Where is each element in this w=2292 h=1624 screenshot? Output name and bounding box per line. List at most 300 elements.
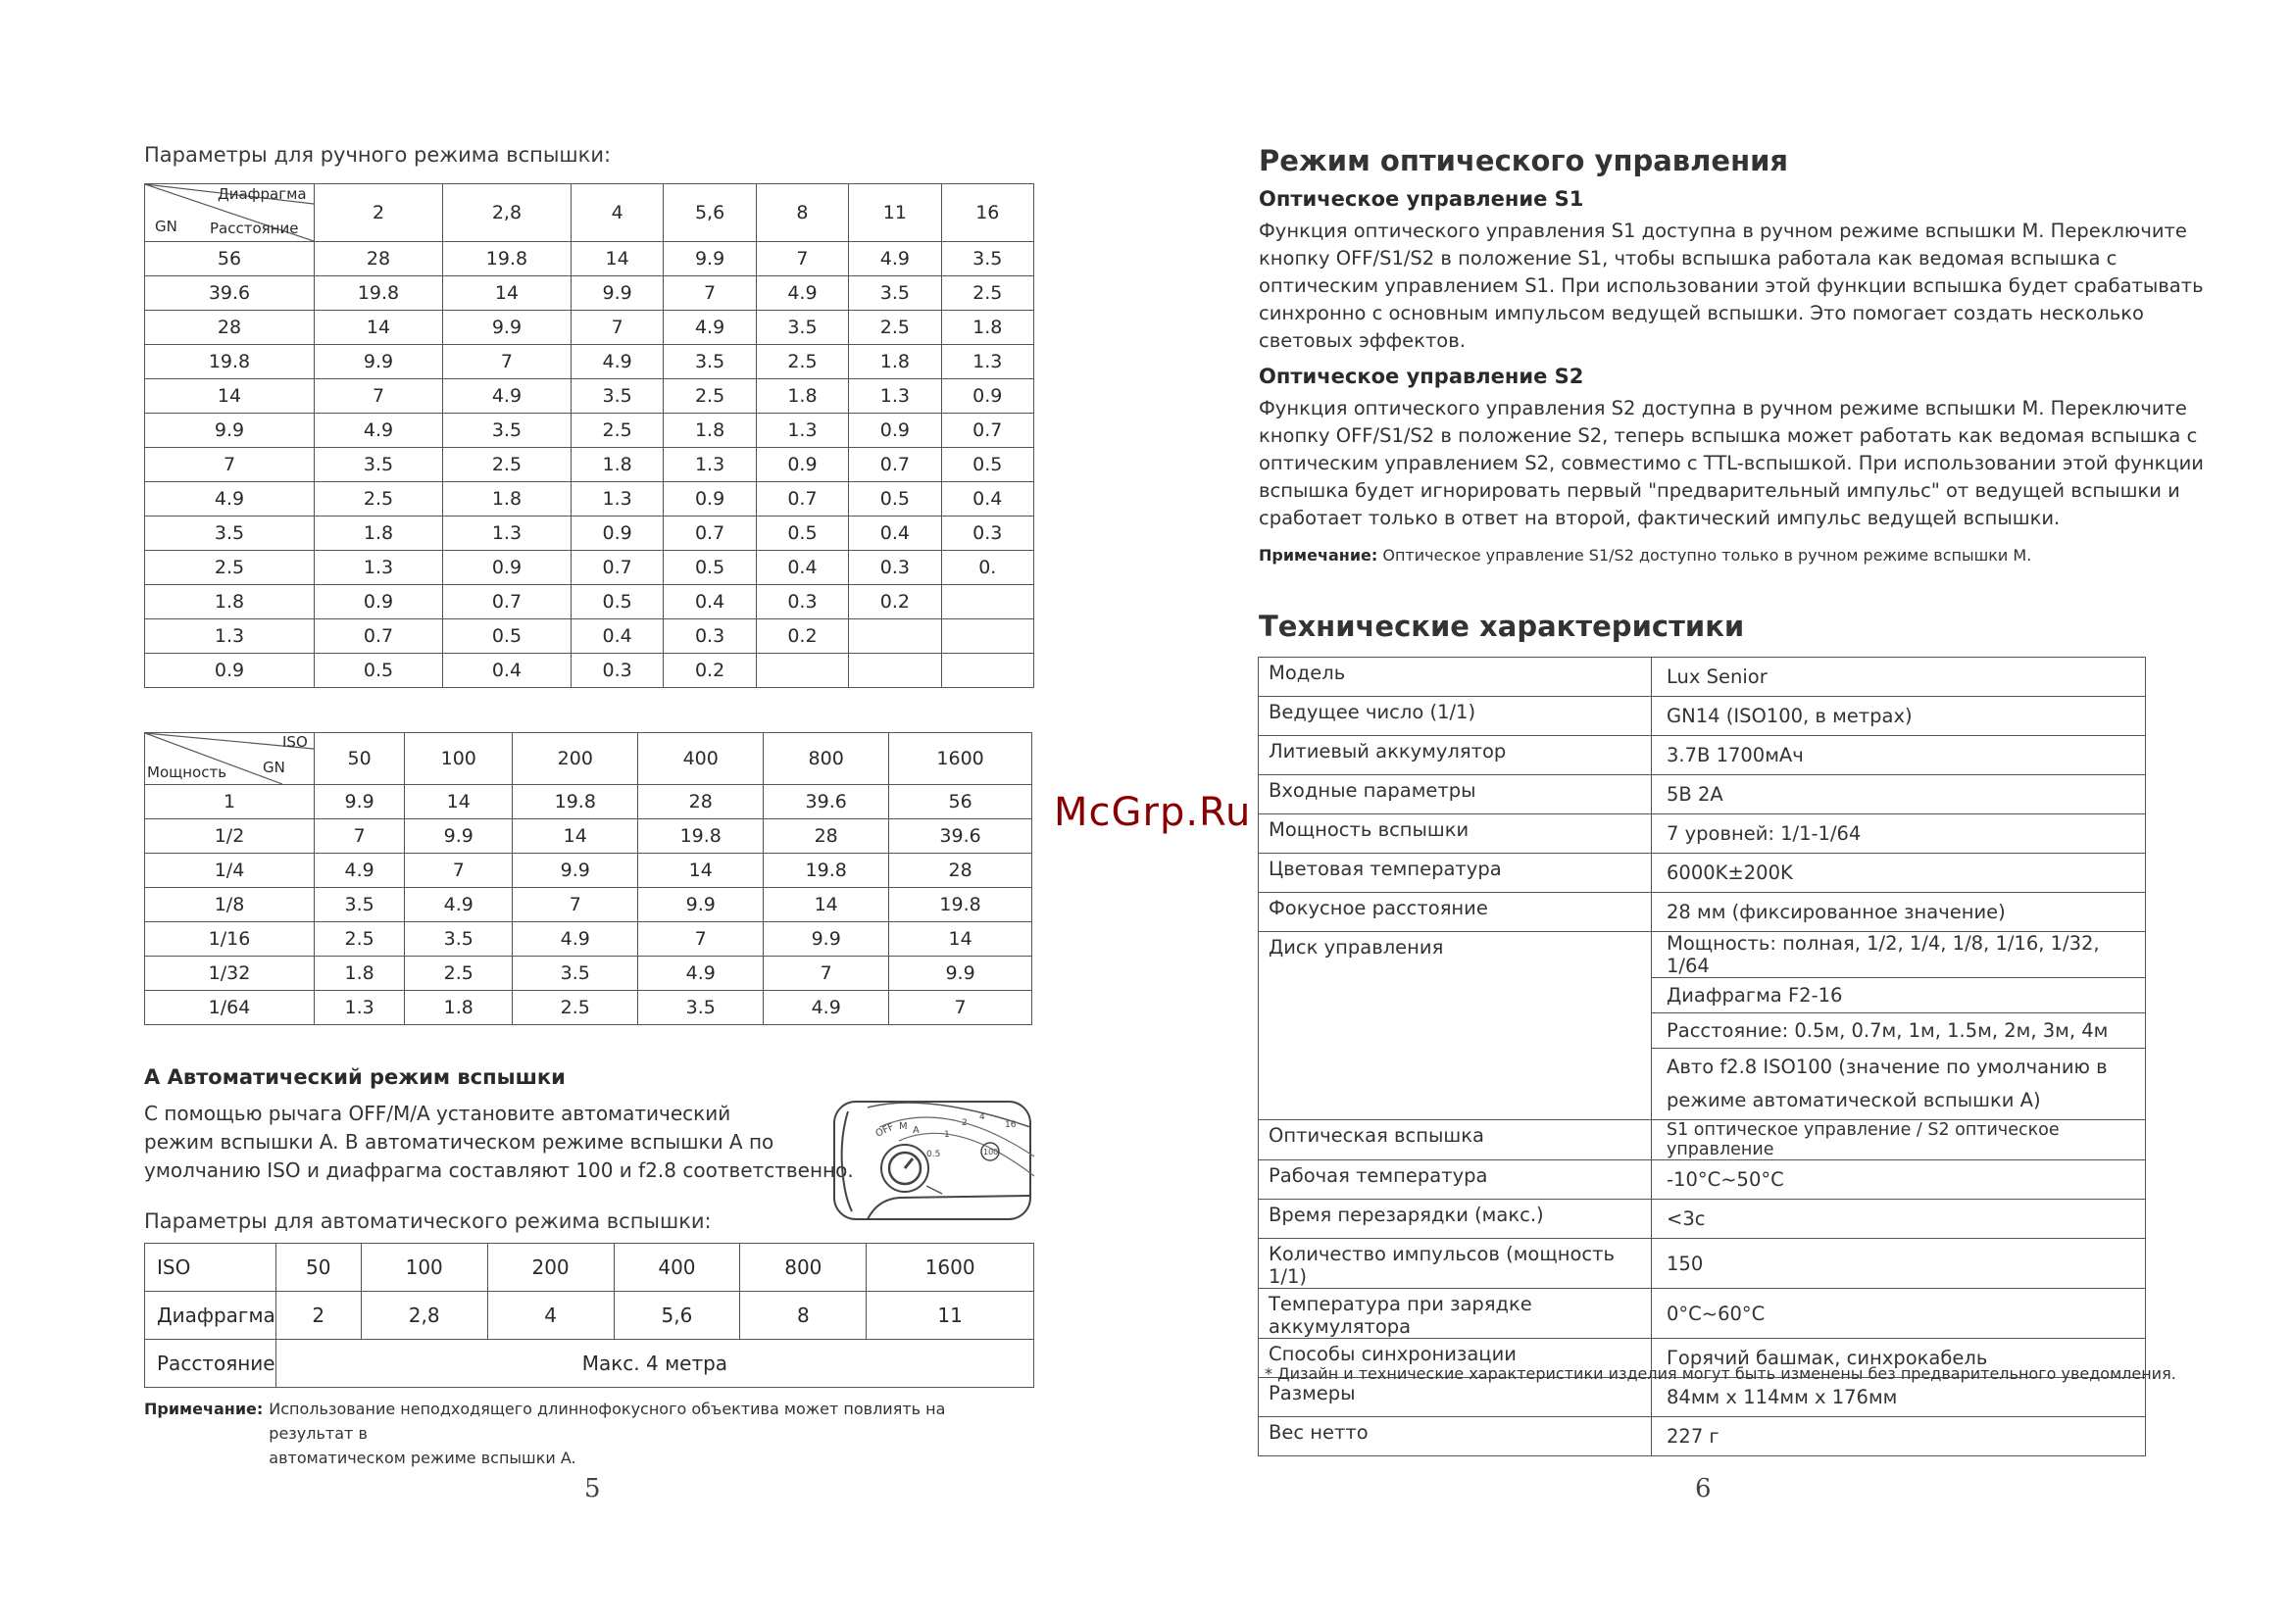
gn-table-cell: 4.9 xyxy=(315,414,443,448)
optical-control-title: Режим оптического управления xyxy=(1259,144,1789,177)
gn-table-cell: 14 xyxy=(315,311,443,345)
gn-table-cell: 0.5 xyxy=(849,482,941,517)
iso-table-row-label: 1/16 xyxy=(145,922,315,957)
gn-table-header-cell: 16 xyxy=(941,184,1033,242)
spec-row xyxy=(1259,893,2146,932)
auto-aperture-cell: 8 xyxy=(740,1292,867,1340)
gn-table-cell: 0.3 xyxy=(849,551,941,585)
auto-aperture-cell: 5,6 xyxy=(614,1292,740,1340)
gn-table-cell: 1.3 xyxy=(756,414,848,448)
spec-value: GN14 (ISO100, в метрах) xyxy=(1652,697,2146,736)
gn-table-cell: 19.8 xyxy=(315,276,443,311)
specs-title: Технические характеристики xyxy=(1259,610,1745,643)
control-dial-illustration xyxy=(828,1098,1036,1223)
spec-key: Время перезарядки (макс.) xyxy=(1259,1200,1652,1239)
auto-iso-cell: 100 xyxy=(361,1244,487,1292)
s1-text xyxy=(1259,218,2204,355)
spec-value: 227 г xyxy=(1652,1417,2146,1456)
spec-key: Рабочая температура xyxy=(1259,1160,1652,1200)
gn-table-cell: 0.9 xyxy=(315,585,443,619)
iso-table-row-label: 1/2 xyxy=(145,819,315,854)
spec-row xyxy=(1259,1417,2146,1456)
gn-table-row-label: 4.9 xyxy=(145,482,315,517)
gn-table-cell: 0.5 xyxy=(315,654,443,688)
gn-table-cell: 0.4 xyxy=(849,517,941,551)
s2-text xyxy=(1259,395,2204,532)
iso-table-corner-top: ISO xyxy=(282,733,308,751)
s1-line: оптическим управлением S1. При использовании этой функции вспышка будет срабатывать xyxy=(1259,274,2204,297)
gn-table-header-cell: 2 xyxy=(315,184,443,242)
gn-table-row xyxy=(145,448,1034,482)
spec-key: Оптическая вспышка xyxy=(1259,1120,1652,1160)
iso-table-row-label: 1/64 xyxy=(145,991,315,1025)
gn-table-cell: 1.3 xyxy=(849,379,941,414)
gn-table-corner-cell xyxy=(145,184,315,242)
auto-aperture-cell: 2,8 xyxy=(361,1292,487,1340)
right-note xyxy=(1259,543,2031,567)
gn-table-cell: 0.7 xyxy=(442,585,571,619)
iso-table-cell: 14 xyxy=(513,819,638,854)
auto-distance-row xyxy=(145,1340,1034,1388)
iso-table-header-cell: 800 xyxy=(764,733,889,785)
iso-table-header-cell: 400 xyxy=(638,733,764,785)
gn-table-cell: 1.8 xyxy=(756,379,848,414)
spec-key: Цветовая температура xyxy=(1259,854,1652,893)
spec-key: Литиевый аккумулятор xyxy=(1259,736,1652,775)
gn-table-cell: 0. xyxy=(941,551,1033,585)
gn-table-cell: 0.5 xyxy=(664,551,756,585)
page-number-right: 6 xyxy=(1695,1474,1712,1503)
gn-table-cell: 0.5 xyxy=(442,619,571,654)
gn-table-cell: 7 xyxy=(664,276,756,311)
spec-value: S1 оптическое управление / S2 оптическое управление xyxy=(1652,1120,2146,1160)
iso-table-cell: 28 xyxy=(764,819,889,854)
gn-table-cell: 0.5 xyxy=(571,585,663,619)
gn-table-cell: 19.8 xyxy=(442,242,571,276)
spec-value: 28 мм (фиксированное значение) xyxy=(1652,893,2146,932)
s1-line: Функция оптического управления S1 доступна в ручном режиме вспышки M. Переключите xyxy=(1259,220,2187,242)
iso-table-row xyxy=(145,957,1032,991)
spec-key: Количество импульсов (мощность 1/1) xyxy=(1259,1239,1652,1289)
auto-aperture-cell: 11 xyxy=(867,1292,1034,1340)
gn-table-cell: 4.9 xyxy=(849,242,941,276)
auto-aperture-cell: 2 xyxy=(275,1292,361,1340)
iso-table-row xyxy=(145,991,1032,1025)
auto-iso-row xyxy=(145,1244,1034,1292)
s2-line: сработает только в ответ на второй, фактический импульс ведущей вспышки. xyxy=(1259,507,2061,529)
auto-mode-text xyxy=(144,1100,854,1185)
iso-table-cell: 9.9 xyxy=(889,957,1032,991)
auto-aperture-label: Диафрагма xyxy=(145,1292,276,1340)
s1-line: кнопку OFF/S1/S2 в положение S1, чтобы вспышка работала как ведомая вспышка с xyxy=(1259,247,2118,270)
gn-table-row-label: 0.9 xyxy=(145,654,315,688)
gn-table-cell xyxy=(941,585,1033,619)
spec-value: 6000K±200K xyxy=(1652,854,2146,893)
specs-table xyxy=(1258,657,2146,1456)
iso-table-cell: 4.9 xyxy=(405,888,513,922)
iso-table-cell: 2.5 xyxy=(405,957,513,991)
dial-label-n5: 16 xyxy=(1005,1120,1017,1130)
spec-row xyxy=(1259,854,2146,893)
auto-iso-cell: 800 xyxy=(740,1244,867,1292)
iso-table-cell: 39.6 xyxy=(889,819,1032,854)
gn-table-cell: 14 xyxy=(571,242,663,276)
spec-value: Авто f2.8 ISO100 (значение по умолчанию в режиме автоматической вспышки A) xyxy=(1652,1049,2146,1120)
dial-label-n3: 2 xyxy=(962,1118,968,1128)
auto-mode-heading: A Автоматический режим вспышки xyxy=(144,1065,566,1089)
gn-table-cell: 4.9 xyxy=(442,379,571,414)
spec-row xyxy=(1259,1289,2146,1339)
dial-label-m: M xyxy=(899,1121,908,1132)
gn-table-cell: 7 xyxy=(756,242,848,276)
gn-table-cell: 14 xyxy=(442,276,571,311)
iso-table-cell: 1.8 xyxy=(315,957,405,991)
gn-table-cell: 7 xyxy=(442,345,571,379)
gn-table-row-label: 39.6 xyxy=(145,276,315,311)
gn-table-header-row xyxy=(145,184,1034,242)
spec-row xyxy=(1259,775,2146,814)
iso-table-row xyxy=(145,888,1032,922)
s2-line: вспышка будет игнорировать первый "предварительный импульс" от ведущей вспышки и xyxy=(1259,479,2180,502)
gn-table-header-cell: 8 xyxy=(756,184,848,242)
gn-table-cell: 1.8 xyxy=(941,311,1033,345)
gn-table-cell: 1.8 xyxy=(571,448,663,482)
gn-table-row-label: 28 xyxy=(145,311,315,345)
s1-title: Оптическое управление S1 xyxy=(1259,187,1584,211)
gn-table-cell: 0.7 xyxy=(849,448,941,482)
iso-table-cell: 9.9 xyxy=(513,854,638,888)
auto-mode-table xyxy=(144,1243,1034,1388)
gn-table-cell: 0.7 xyxy=(756,482,848,517)
gn-table-cell: 1.3 xyxy=(442,517,571,551)
gn-table-cell: 0.7 xyxy=(941,414,1033,448)
gn-table-cell: 4.9 xyxy=(571,345,663,379)
gn-table-row xyxy=(145,276,1034,311)
page-number-left: 5 xyxy=(584,1474,601,1503)
gn-table-corner-left: GN xyxy=(155,218,177,235)
left-note-label: Примечание: xyxy=(144,1400,264,1418)
iso-table-cell: 9.9 xyxy=(405,819,513,854)
gn-table-cell: 2.5 xyxy=(664,379,756,414)
gn-table-cell: 0.4 xyxy=(571,619,663,654)
gn-table-cell: 3.5 xyxy=(442,414,571,448)
gn-table-cell: 1.3 xyxy=(664,448,756,482)
auto-distance-label: Расстояние xyxy=(145,1340,276,1388)
spec-value: Горячий башмак, синхрокабель xyxy=(1652,1339,2146,1378)
gn-table-row xyxy=(145,517,1034,551)
spec-row xyxy=(1259,1200,2146,1239)
gn-table-row xyxy=(145,619,1034,654)
auto-iso-cell: 1600 xyxy=(867,1244,1034,1292)
auto-iso-cell: 400 xyxy=(614,1244,740,1292)
spec-key: Способы синхронизации xyxy=(1259,1339,1652,1378)
spec-value: 3.7В 1700мАч xyxy=(1652,736,2146,775)
iso-table-cell: 4.9 xyxy=(315,854,405,888)
iso-table-cell: 14 xyxy=(764,888,889,922)
left-note xyxy=(144,1397,1026,1470)
gn-table-row xyxy=(145,311,1034,345)
iso-table-row xyxy=(145,819,1032,854)
gn-table-row xyxy=(145,379,1034,414)
gn-table-cell: 0.9 xyxy=(571,517,663,551)
dial-label-n6: 100 xyxy=(983,1148,999,1156)
gn-table-cell: 9.9 xyxy=(664,242,756,276)
auto-params-caption: Параметры для автоматического режима вспышки: xyxy=(144,1209,712,1233)
gn-table-row xyxy=(145,585,1034,619)
gn-table-cell: 4.9 xyxy=(664,311,756,345)
gn-table-row xyxy=(145,242,1034,276)
iso-table-cell: 19.8 xyxy=(638,819,764,854)
iso-table-row xyxy=(145,854,1032,888)
spec-row xyxy=(1259,1160,2146,1200)
iso-table-cell: 28 xyxy=(889,854,1032,888)
iso-table-header-row xyxy=(145,733,1032,785)
spec-key: Фокусное расстояние xyxy=(1259,893,1652,932)
gn-table-cell: 1.3 xyxy=(571,482,663,517)
iso-power-table xyxy=(144,732,1032,1025)
iso-table-corner-cell xyxy=(145,733,315,785)
iso-table-cell: 7 xyxy=(764,957,889,991)
gn-table-cell xyxy=(756,654,848,688)
spec-value: Расстояние: 0.5м, 0.7м, 1м, 1.5м, 2м, 3м, 4м xyxy=(1652,1013,2146,1049)
gn-table-cell: 0.7 xyxy=(315,619,443,654)
iso-table-header-cell: 50 xyxy=(315,733,405,785)
spec-value: 0°C~60°C xyxy=(1652,1289,2146,1339)
iso-table-cell: 19.8 xyxy=(764,854,889,888)
gn-table-cell: 0.5 xyxy=(941,448,1033,482)
gn-table-row-label: 7 xyxy=(145,448,315,482)
gn-table-cell: 0.3 xyxy=(941,517,1033,551)
gn-table-cell: 7 xyxy=(571,311,663,345)
auto-aperture-cell: 4 xyxy=(487,1292,614,1340)
gn-table-cell: 1.3 xyxy=(315,551,443,585)
dial-label-n1: 0.5 xyxy=(926,1150,941,1159)
manual-params-caption: Параметры для ручного режима вспышки: xyxy=(144,143,612,167)
iso-table-cell: 7 xyxy=(638,922,764,957)
gn-table-cell: 3.5 xyxy=(571,379,663,414)
auto-iso-cell: 200 xyxy=(487,1244,614,1292)
iso-table-header-cell: 100 xyxy=(405,733,513,785)
gn-table-cell: 0.5 xyxy=(756,517,848,551)
gn-table-cell xyxy=(941,654,1033,688)
gn-table-row xyxy=(145,414,1034,448)
s1-line: световых эффектов. xyxy=(1259,329,1466,352)
spec-key: Температура при зарядке аккумулятора xyxy=(1259,1289,1652,1339)
s2-title: Оптическое управление S2 xyxy=(1259,365,1584,388)
spec-value: -10°C~50°C xyxy=(1652,1160,2146,1200)
iso-table-cell: 2.5 xyxy=(513,991,638,1025)
gn-table-row-label: 19.8 xyxy=(145,345,315,379)
spec-key: Входные параметры xyxy=(1259,775,1652,814)
auto-aperture-row xyxy=(145,1292,1034,1340)
right-note-text: Оптическое управление S1/S2 доступно только в ручном режиме вспышки M. xyxy=(1382,546,2032,565)
right-note-label: Примечание: xyxy=(1259,546,1378,565)
gn-table-cell: 9.9 xyxy=(442,311,571,345)
auto-iso-cell: 50 xyxy=(275,1244,361,1292)
gn-table-cell: 0.3 xyxy=(664,619,756,654)
iso-table-corner-left: Мощность xyxy=(147,763,227,781)
gn-table-cell: 0.9 xyxy=(941,379,1033,414)
auto-iso-label: ISO xyxy=(145,1244,276,1292)
gn-table-cell: 4.9 xyxy=(756,276,848,311)
iso-table-corner-bottom: GN xyxy=(263,759,285,776)
gn-table-cell: 2.5 xyxy=(756,345,848,379)
iso-table-cell: 14 xyxy=(405,785,513,819)
spec-row xyxy=(1259,697,2146,736)
gn-table-cell: 7 xyxy=(315,379,443,414)
gn-table-row-label: 1.3 xyxy=(145,619,315,654)
iso-table-cell: 28 xyxy=(638,785,764,819)
gn-table-cell: 2.5 xyxy=(315,482,443,517)
gn-table-cell: 2.5 xyxy=(941,276,1033,311)
iso-table-row xyxy=(145,922,1032,957)
gn-table-cell: 9.9 xyxy=(571,276,663,311)
spec-value: 84мм x 114мм x 176мм xyxy=(1652,1378,2146,1417)
gn-table-corner-top: Диафрагма xyxy=(218,185,307,203)
gn-table-row-label: 14 xyxy=(145,379,315,414)
gn-table-cell: 3.5 xyxy=(849,276,941,311)
gn-table-cell: 0.7 xyxy=(664,517,756,551)
iso-table-cell: 7 xyxy=(889,991,1032,1025)
iso-table-cell: 14 xyxy=(638,854,764,888)
left-note-line: автоматическом режиме вспышки A. xyxy=(269,1449,576,1467)
iso-table-row-label: 1/32 xyxy=(145,957,315,991)
iso-table-cell: 7 xyxy=(315,819,405,854)
gn-distance-table xyxy=(144,183,1034,688)
iso-table-cell: 9.9 xyxy=(764,922,889,957)
gn-table-cell: 0.3 xyxy=(756,585,848,619)
s1-line: синхронно с основным импульсом ведущей вспышки. Это помогает создать несколько xyxy=(1259,302,2144,324)
gn-table-cell: 0.2 xyxy=(756,619,848,654)
gn-table-cell: 0.9 xyxy=(442,551,571,585)
gn-table-cell: 3.5 xyxy=(941,242,1033,276)
spec-value: 150 xyxy=(1652,1239,2146,1289)
spec-value: 7 уровней: 1/1-1/64 xyxy=(1652,814,2146,854)
gn-table-header-cell: 11 xyxy=(849,184,941,242)
gn-table-cell: 0.2 xyxy=(849,585,941,619)
iso-table-row xyxy=(145,785,1032,819)
iso-table-cell: 1.3 xyxy=(315,991,405,1025)
gn-table-row-label: 2.5 xyxy=(145,551,315,585)
spec-key: Ведущее число (1/1) xyxy=(1259,697,1652,736)
auto-text-line: режим вспышки A. В автоматическом режиме вспышки A по xyxy=(144,1130,774,1154)
gn-table-cell: 2.5 xyxy=(571,414,663,448)
gn-table-header-cell: 2,8 xyxy=(442,184,571,242)
gn-table-cell: 2.5 xyxy=(442,448,571,482)
spec-value: 5В 2А xyxy=(1652,775,2146,814)
gn-table-cell: 0.9 xyxy=(756,448,848,482)
iso-table-header-cell: 200 xyxy=(513,733,638,785)
gn-table-cell: 2.5 xyxy=(849,311,941,345)
iso-table-cell: 4.9 xyxy=(764,991,889,1025)
spec-row xyxy=(1259,932,2146,978)
iso-table-cell: 3.5 xyxy=(513,957,638,991)
iso-table-row-label: 1 xyxy=(145,785,315,819)
iso-table-cell: 9.9 xyxy=(315,785,405,819)
gn-table-row xyxy=(145,345,1034,379)
gn-table-header-cell: 5,6 xyxy=(664,184,756,242)
gn-table-row-label: 56 xyxy=(145,242,315,276)
gn-table-row xyxy=(145,551,1034,585)
gn-table-cell: 3.5 xyxy=(664,345,756,379)
auto-distance-value: Макс. 4 метра xyxy=(275,1340,1033,1388)
iso-table-cell: 2.5 xyxy=(315,922,405,957)
spec-row xyxy=(1259,736,2146,775)
iso-table-cell: 7 xyxy=(405,854,513,888)
watermark: McGrp.Ru xyxy=(1054,790,1252,835)
iso-table-cell: 4.9 xyxy=(638,957,764,991)
iso-table-cell: 14 xyxy=(889,922,1032,957)
gn-table-cell: 0.7 xyxy=(571,551,663,585)
gn-table-cell: 1.8 xyxy=(664,414,756,448)
gn-table-cell: 0.4 xyxy=(756,551,848,585)
spec-row xyxy=(1259,658,2146,697)
gn-table-row-label: 9.9 xyxy=(145,414,315,448)
iso-table-cell: 7 xyxy=(513,888,638,922)
iso-table-cell: 3.5 xyxy=(315,888,405,922)
gn-table-cell: 0.4 xyxy=(941,482,1033,517)
iso-table-cell: 19.8 xyxy=(513,785,638,819)
iso-table-cell: 3.5 xyxy=(405,922,513,957)
gn-table-cell: 9.9 xyxy=(315,345,443,379)
gn-table-cell xyxy=(849,619,941,654)
gn-table-row xyxy=(145,482,1034,517)
gn-table-cell: 3.5 xyxy=(315,448,443,482)
dial-label-n4: 4 xyxy=(979,1112,985,1122)
spec-key: Модель xyxy=(1259,658,1652,697)
iso-table-row-label: 1/4 xyxy=(145,854,315,888)
dial-label-n2: 1 xyxy=(944,1130,950,1140)
auto-text-line: С помощью рычага OFF/M/A установите автоматический xyxy=(144,1102,731,1125)
gn-table-cell: 1.8 xyxy=(442,482,571,517)
s2-line: кнопку OFF/S1/S2 в положение S2, теперь вспышка может работать как ведомая вспышка с xyxy=(1259,424,2198,447)
spec-key: Диск управления xyxy=(1259,932,1652,1120)
spec-key: Размеры xyxy=(1259,1378,1652,1417)
spec-row xyxy=(1259,1239,2146,1289)
gn-table-row-label: 3.5 xyxy=(145,517,315,551)
dial-label-off: OFF xyxy=(873,1121,896,1140)
gn-table-cell xyxy=(941,619,1033,654)
spec-key: Вес нетто xyxy=(1259,1417,1652,1456)
iso-table-row-label: 1/8 xyxy=(145,888,315,922)
gn-table-cell: 0.9 xyxy=(849,414,941,448)
iso-table-cell: 56 xyxy=(889,785,1032,819)
spec-key: Мощность вспышки xyxy=(1259,814,1652,854)
left-note-line: Использование неподходящего длиннофокусного объектива может повлиять на результат в xyxy=(269,1400,946,1443)
iso-table-cell: 3.5 xyxy=(638,991,764,1025)
gn-table-cell: 1.8 xyxy=(315,517,443,551)
dial-label-a: A xyxy=(913,1125,920,1136)
gn-table-header-cell: 4 xyxy=(571,184,663,242)
gn-table-cell: 0.9 xyxy=(664,482,756,517)
gn-table-cell: 0.3 xyxy=(571,654,663,688)
spec-value: Lux Senior xyxy=(1652,658,2146,697)
gn-table-row-label: 1.8 xyxy=(145,585,315,619)
gn-table-cell: 3.5 xyxy=(756,311,848,345)
gn-table-cell: 1.3 xyxy=(941,345,1033,379)
gn-table-cell: 28 xyxy=(315,242,443,276)
gn-table-corner-bottom: Расстояние xyxy=(210,220,299,237)
gn-table-cell: 0.2 xyxy=(664,654,756,688)
iso-table-cell: 39.6 xyxy=(764,785,889,819)
spec-row xyxy=(1259,1120,2146,1160)
gn-table-cell: 0.4 xyxy=(664,585,756,619)
spec-value: Диафрагма F2-16 xyxy=(1652,978,2146,1013)
gn-table-cell xyxy=(849,654,941,688)
gn-table-cell: 1.8 xyxy=(849,345,941,379)
specs-footnote: * Дизайн и технические характеристики изделия могут быть изменены без предварительного уведомления. xyxy=(1265,1364,2176,1383)
iso-table-cell: 1.8 xyxy=(405,991,513,1025)
